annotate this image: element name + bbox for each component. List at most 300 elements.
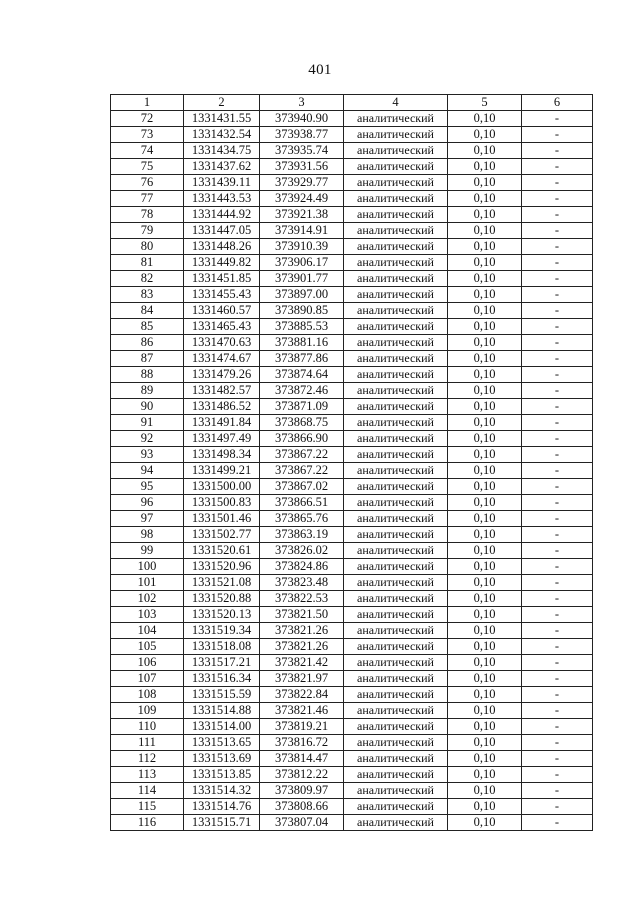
point-number-cell: 81 [111, 255, 184, 271]
x-coordinate-cell: 1331515.59 [184, 687, 260, 703]
method-cell: аналитический [344, 559, 448, 575]
x-coordinate-cell: 1331486.52 [184, 399, 260, 415]
y-coordinate-cell: 373826.02 [260, 543, 344, 559]
note-cell: - [522, 671, 593, 687]
table-row [111, 319, 593, 335]
table-row [111, 223, 593, 239]
x-coordinate-cell: 1331479.26 [184, 367, 260, 383]
y-coordinate-cell: 373906.17 [260, 255, 344, 271]
x-coordinate-cell: 1331474.67 [184, 351, 260, 367]
x-coordinate-cell: 1331482.57 [184, 383, 260, 399]
table-row [111, 799, 593, 815]
method-cell: аналитический [344, 303, 448, 319]
x-coordinate-cell: 1331500.00 [184, 479, 260, 495]
accuracy-cell: 0,10 [448, 287, 522, 303]
x-coordinate-cell: 1331451.85 [184, 271, 260, 287]
method-cell: аналитический [344, 319, 448, 335]
x-coordinate-cell: 1331443.53 [184, 191, 260, 207]
point-number-cell: 74 [111, 143, 184, 159]
y-coordinate-cell: 373921.38 [260, 207, 344, 223]
note-cell: - [522, 111, 593, 127]
point-number-cell: 88 [111, 367, 184, 383]
method-cell: аналитический [344, 175, 448, 191]
x-coordinate-cell: 1331498.34 [184, 447, 260, 463]
note-cell: - [522, 703, 593, 719]
y-coordinate-cell: 373890.85 [260, 303, 344, 319]
method-cell: аналитический [344, 719, 448, 735]
method-cell: аналитический [344, 527, 448, 543]
y-coordinate-cell: 373872.46 [260, 383, 344, 399]
method-cell: аналитический [344, 239, 448, 255]
note-cell: - [522, 383, 593, 399]
accuracy-cell: 0,10 [448, 591, 522, 607]
x-coordinate-cell: 1331444.92 [184, 207, 260, 223]
x-coordinate-cell: 1331497.49 [184, 431, 260, 447]
table-header [111, 95, 593, 111]
table-row [111, 719, 593, 735]
point-number-cell: 94 [111, 463, 184, 479]
column-header-3: 3 [260, 95, 344, 111]
note-cell: - [522, 143, 593, 159]
accuracy-cell: 0,10 [448, 783, 522, 799]
point-number-cell: 83 [111, 287, 184, 303]
method-cell: аналитический [344, 623, 448, 639]
table-row [111, 495, 593, 511]
method-cell: аналитический [344, 655, 448, 671]
point-number-cell: 82 [111, 271, 184, 287]
point-number-cell: 84 [111, 303, 184, 319]
table-row [111, 191, 593, 207]
column-header-4: 4 [344, 95, 448, 111]
point-number-cell: 72 [111, 111, 184, 127]
note-cell: - [522, 607, 593, 623]
x-coordinate-cell: 1331449.82 [184, 255, 260, 271]
point-number-cell: 78 [111, 207, 184, 223]
point-number-cell: 110 [111, 719, 184, 735]
table-row [111, 175, 593, 191]
table-row [111, 127, 593, 143]
note-cell: - [522, 799, 593, 815]
accuracy-cell: 0,10 [448, 255, 522, 271]
x-coordinate-cell: 1331465.43 [184, 319, 260, 335]
point-number-cell: 108 [111, 687, 184, 703]
method-cell: аналитический [344, 447, 448, 463]
table-row [111, 271, 593, 287]
accuracy-cell: 0,10 [448, 351, 522, 367]
point-number-cell: 107 [111, 671, 184, 687]
method-cell: аналитический [344, 207, 448, 223]
y-coordinate-cell: 373822.84 [260, 687, 344, 703]
method-cell: аналитический [344, 815, 448, 831]
accuracy-cell: 0,10 [448, 127, 522, 143]
accuracy-cell: 0,10 [448, 527, 522, 543]
method-cell: аналитический [344, 351, 448, 367]
method-cell: аналитический [344, 703, 448, 719]
x-coordinate-cell: 1331520.88 [184, 591, 260, 607]
table-row [111, 815, 593, 831]
accuracy-cell: 0,10 [448, 383, 522, 399]
y-coordinate-cell: 373821.97 [260, 671, 344, 687]
x-coordinate-cell: 1331520.96 [184, 559, 260, 575]
accuracy-cell: 0,10 [448, 607, 522, 623]
method-cell: аналитический [344, 431, 448, 447]
method-cell: аналитический [344, 639, 448, 655]
y-coordinate-cell: 373865.76 [260, 511, 344, 527]
x-coordinate-cell: 1331520.61 [184, 543, 260, 559]
x-coordinate-cell: 1331517.21 [184, 655, 260, 671]
note-cell: - [522, 575, 593, 591]
table-row [111, 559, 593, 575]
point-number-cell: 112 [111, 751, 184, 767]
y-coordinate-cell: 373901.77 [260, 271, 344, 287]
method-cell: аналитический [344, 255, 448, 271]
method-cell: аналитический [344, 143, 448, 159]
note-cell: - [522, 303, 593, 319]
x-coordinate-cell: 1331519.34 [184, 623, 260, 639]
method-cell: аналитический [344, 591, 448, 607]
point-number-cell: 99 [111, 543, 184, 559]
accuracy-cell: 0,10 [448, 623, 522, 639]
note-cell: - [522, 751, 593, 767]
method-cell: аналитический [344, 751, 448, 767]
point-number-cell: 109 [111, 703, 184, 719]
accuracy-cell: 0,10 [448, 271, 522, 287]
y-coordinate-cell: 373868.75 [260, 415, 344, 431]
accuracy-cell: 0,10 [448, 559, 522, 575]
point-number-cell: 113 [111, 767, 184, 783]
x-coordinate-cell: 1331501.46 [184, 511, 260, 527]
point-number-cell: 98 [111, 527, 184, 543]
method-cell: аналитический [344, 799, 448, 815]
note-cell: - [522, 655, 593, 671]
y-coordinate-cell: 373821.46 [260, 703, 344, 719]
y-coordinate-cell: 373924.49 [260, 191, 344, 207]
point-number-cell: 102 [111, 591, 184, 607]
accuracy-cell: 0,10 [448, 495, 522, 511]
table-row [111, 255, 593, 271]
note-cell: - [522, 271, 593, 287]
note-cell: - [522, 687, 593, 703]
method-cell: аналитический [344, 735, 448, 751]
y-coordinate-cell: 373897.00 [260, 287, 344, 303]
method-cell: аналитический [344, 111, 448, 127]
table-row [111, 511, 593, 527]
method-cell: аналитический [344, 543, 448, 559]
accuracy-cell: 0,10 [448, 239, 522, 255]
point-number-cell: 96 [111, 495, 184, 511]
y-coordinate-cell: 373812.22 [260, 767, 344, 783]
point-number-cell: 106 [111, 655, 184, 671]
table-row [111, 159, 593, 175]
method-cell: аналитический [344, 463, 448, 479]
accuracy-cell: 0,10 [448, 223, 522, 239]
point-number-cell: 86 [111, 335, 184, 351]
x-coordinate-cell: 1331514.88 [184, 703, 260, 719]
accuracy-cell: 0,10 [448, 175, 522, 191]
accuracy-cell: 0,10 [448, 431, 522, 447]
table-row [111, 335, 593, 351]
y-coordinate-cell: 373929.77 [260, 175, 344, 191]
table-row [111, 367, 593, 383]
y-coordinate-cell: 373821.26 [260, 639, 344, 655]
accuracy-cell: 0,10 [448, 815, 522, 831]
table-row [111, 239, 593, 255]
y-coordinate-cell: 373821.26 [260, 623, 344, 639]
note-cell: - [522, 719, 593, 735]
accuracy-cell: 0,10 [448, 335, 522, 351]
accuracy-cell: 0,10 [448, 719, 522, 735]
x-coordinate-cell: 1331513.69 [184, 751, 260, 767]
note-cell: - [522, 287, 593, 303]
note-cell: - [522, 431, 593, 447]
method-cell: аналитический [344, 127, 448, 143]
y-coordinate-cell: 373819.21 [260, 719, 344, 735]
note-cell: - [522, 463, 593, 479]
point-number-cell: 73 [111, 127, 184, 143]
point-number-cell: 116 [111, 815, 184, 831]
accuracy-cell: 0,10 [448, 751, 522, 767]
note-cell: - [522, 623, 593, 639]
x-coordinate-cell: 1331520.13 [184, 607, 260, 623]
method-cell: аналитический [344, 367, 448, 383]
y-coordinate-cell: 373877.86 [260, 351, 344, 367]
note-cell: - [522, 223, 593, 239]
method-cell: аналитический [344, 415, 448, 431]
accuracy-cell: 0,10 [448, 767, 522, 783]
table-row [111, 607, 593, 623]
x-coordinate-cell: 1331513.65 [184, 735, 260, 751]
point-number-cell: 91 [111, 415, 184, 431]
y-coordinate-cell: 373809.97 [260, 783, 344, 799]
point-number-cell: 89 [111, 383, 184, 399]
table-row [111, 143, 593, 159]
accuracy-cell: 0,10 [448, 447, 522, 463]
accuracy-cell: 0,10 [448, 479, 522, 495]
x-coordinate-cell: 1331514.32 [184, 783, 260, 799]
note-cell: - [522, 447, 593, 463]
y-coordinate-cell: 373874.64 [260, 367, 344, 383]
note-cell: - [522, 255, 593, 271]
point-number-cell: 103 [111, 607, 184, 623]
x-coordinate-cell: 1331513.85 [184, 767, 260, 783]
table-row [111, 431, 593, 447]
note-cell: - [522, 127, 593, 143]
table-row [111, 207, 593, 223]
header-row [111, 95, 593, 111]
point-number-cell: 80 [111, 239, 184, 255]
method-cell: аналитический [344, 607, 448, 623]
y-coordinate-cell: 373871.09 [260, 399, 344, 415]
note-cell: - [522, 335, 593, 351]
note-cell: - [522, 559, 593, 575]
method-cell: аналитический [344, 575, 448, 591]
table-row [111, 687, 593, 703]
y-coordinate-cell: 373931.56 [260, 159, 344, 175]
x-coordinate-cell: 1331500.83 [184, 495, 260, 511]
point-number-cell: 90 [111, 399, 184, 415]
method-cell: аналитический [344, 687, 448, 703]
accuracy-cell: 0,10 [448, 543, 522, 559]
table-body [111, 111, 593, 831]
x-coordinate-cell: 1331432.54 [184, 127, 260, 143]
table-row [111, 783, 593, 799]
point-number-cell: 105 [111, 639, 184, 655]
y-coordinate-cell: 373821.42 [260, 655, 344, 671]
table-row [111, 767, 593, 783]
y-coordinate-cell: 373940.90 [260, 111, 344, 127]
note-cell: - [522, 527, 593, 543]
accuracy-cell: 0,10 [448, 159, 522, 175]
table-row [111, 575, 593, 591]
note-cell: - [522, 767, 593, 783]
point-number-cell: 85 [111, 319, 184, 335]
accuracy-cell: 0,10 [448, 415, 522, 431]
note-cell: - [522, 543, 593, 559]
x-coordinate-cell: 1331516.34 [184, 671, 260, 687]
y-coordinate-cell: 373866.51 [260, 495, 344, 511]
x-coordinate-cell: 1331518.08 [184, 639, 260, 655]
note-cell: - [522, 367, 593, 383]
y-coordinate-cell: 373867.02 [260, 479, 344, 495]
y-coordinate-cell: 373914.91 [260, 223, 344, 239]
method-cell: аналитический [344, 271, 448, 287]
note-cell: - [522, 815, 593, 831]
table-row [111, 415, 593, 431]
x-coordinate-cell: 1331521.08 [184, 575, 260, 591]
y-coordinate-cell: 373816.72 [260, 735, 344, 751]
table-row [111, 527, 593, 543]
method-cell: аналитический [344, 287, 448, 303]
point-number-cell: 97 [111, 511, 184, 527]
accuracy-cell: 0,10 [448, 399, 522, 415]
point-number-cell: 79 [111, 223, 184, 239]
note-cell: - [522, 319, 593, 335]
table-row [111, 655, 593, 671]
x-coordinate-cell: 1331455.43 [184, 287, 260, 303]
point-number-cell: 76 [111, 175, 184, 191]
y-coordinate-cell: 373823.48 [260, 575, 344, 591]
point-number-cell: 100 [111, 559, 184, 575]
x-coordinate-cell: 1331514.76 [184, 799, 260, 815]
y-coordinate-cell: 373821.50 [260, 607, 344, 623]
table-row [111, 463, 593, 479]
method-cell: аналитический [344, 335, 448, 351]
table-row [111, 399, 593, 415]
y-coordinate-cell: 373935.74 [260, 143, 344, 159]
x-coordinate-cell: 1331447.05 [184, 223, 260, 239]
y-coordinate-cell: 373866.90 [260, 431, 344, 447]
note-cell: - [522, 191, 593, 207]
x-coordinate-cell: 1331460.57 [184, 303, 260, 319]
accuracy-cell: 0,10 [448, 143, 522, 159]
method-cell: аналитический [344, 223, 448, 239]
point-number-cell: 115 [111, 799, 184, 815]
note-cell: - [522, 495, 593, 511]
x-coordinate-cell: 1331470.63 [184, 335, 260, 351]
method-cell: аналитический [344, 479, 448, 495]
y-coordinate-cell: 373867.22 [260, 447, 344, 463]
x-coordinate-cell: 1331514.00 [184, 719, 260, 735]
accuracy-cell: 0,10 [448, 575, 522, 591]
column-header-2: 2 [184, 95, 260, 111]
y-coordinate-cell: 373814.47 [260, 751, 344, 767]
note-cell: - [522, 511, 593, 527]
x-coordinate-cell: 1331491.84 [184, 415, 260, 431]
column-header-6: 6 [522, 95, 593, 111]
note-cell: - [522, 639, 593, 655]
point-number-cell: 87 [111, 351, 184, 367]
y-coordinate-cell: 373863.19 [260, 527, 344, 543]
accuracy-cell: 0,10 [448, 511, 522, 527]
table-row [111, 383, 593, 399]
note-cell: - [522, 175, 593, 191]
point-number-cell: 95 [111, 479, 184, 495]
table-row [111, 303, 593, 319]
note-cell: - [522, 399, 593, 415]
note-cell: - [522, 159, 593, 175]
point-number-cell: 92 [111, 431, 184, 447]
table-row [111, 351, 593, 367]
accuracy-cell: 0,10 [448, 319, 522, 335]
x-coordinate-cell: 1331434.75 [184, 143, 260, 159]
point-number-cell: 111 [111, 735, 184, 751]
accuracy-cell: 0,10 [448, 303, 522, 319]
accuracy-cell: 0,10 [448, 463, 522, 479]
table-row [111, 287, 593, 303]
y-coordinate-cell: 373807.04 [260, 815, 344, 831]
method-cell: аналитический [344, 783, 448, 799]
method-cell: аналитический [344, 191, 448, 207]
accuracy-cell: 0,10 [448, 191, 522, 207]
accuracy-cell: 0,10 [448, 207, 522, 223]
accuracy-cell: 0,10 [448, 367, 522, 383]
table-row [111, 623, 593, 639]
note-cell: - [522, 479, 593, 495]
table-row [111, 543, 593, 559]
x-coordinate-cell: 1331431.55 [184, 111, 260, 127]
coordinates-table [110, 94, 593, 831]
y-coordinate-cell: 373867.22 [260, 463, 344, 479]
method-cell: аналитический [344, 383, 448, 399]
point-number-cell: 104 [111, 623, 184, 639]
accuracy-cell: 0,10 [448, 655, 522, 671]
method-cell: аналитический [344, 399, 448, 415]
x-coordinate-cell: 1331499.21 [184, 463, 260, 479]
note-cell: - [522, 351, 593, 367]
note-cell: - [522, 415, 593, 431]
table-row [111, 639, 593, 655]
y-coordinate-cell: 373822.53 [260, 591, 344, 607]
table-row [111, 111, 593, 127]
x-coordinate-cell: 1331515.71 [184, 815, 260, 831]
x-coordinate-cell: 1331448.26 [184, 239, 260, 255]
point-number-cell: 75 [111, 159, 184, 175]
accuracy-cell: 0,10 [448, 703, 522, 719]
method-cell: аналитический [344, 495, 448, 511]
note-cell: - [522, 207, 593, 223]
table-row [111, 751, 593, 767]
point-number-cell: 101 [111, 575, 184, 591]
table-row [111, 703, 593, 719]
y-coordinate-cell: 373910.39 [260, 239, 344, 255]
accuracy-cell: 0,10 [448, 799, 522, 815]
table-row [111, 479, 593, 495]
accuracy-cell: 0,10 [448, 735, 522, 751]
table-row [111, 447, 593, 463]
column-header-1: 1 [111, 95, 184, 111]
column-header-5: 5 [448, 95, 522, 111]
y-coordinate-cell: 373824.86 [260, 559, 344, 575]
